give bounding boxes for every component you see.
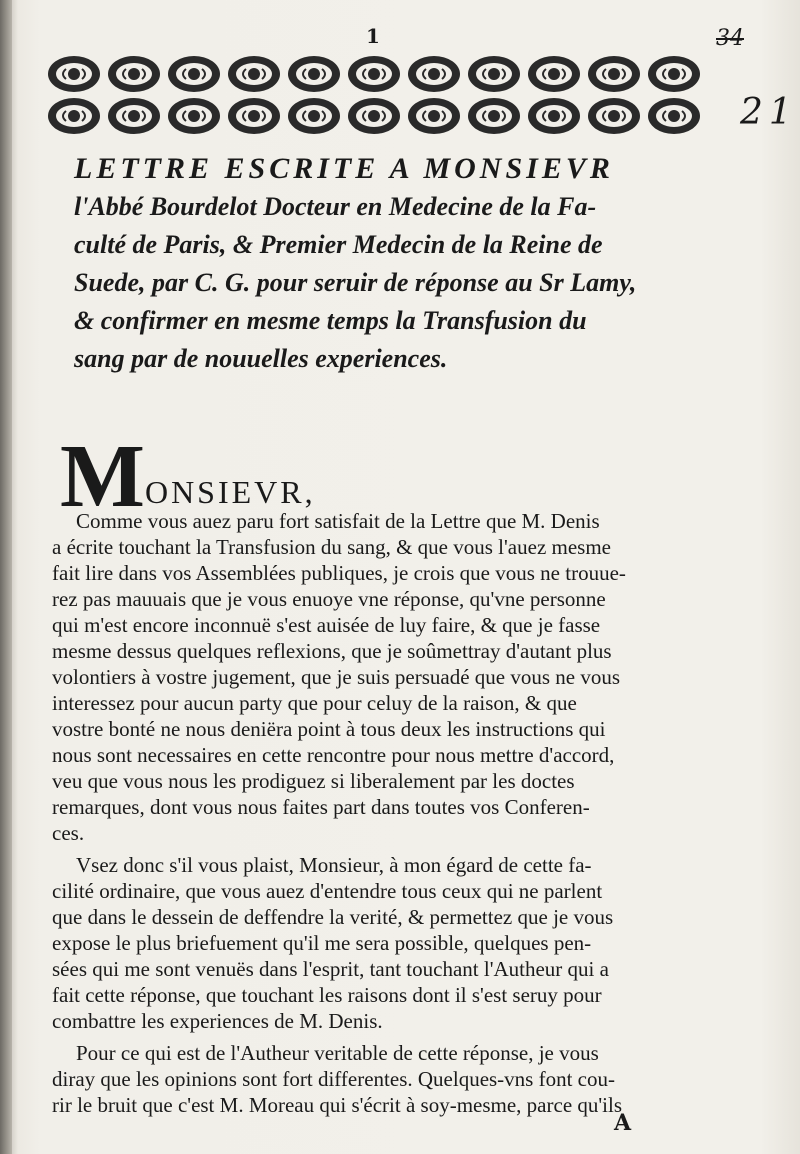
struck-folio-number: 34 <box>716 26 744 51</box>
letter-body <box>52 508 712 1124</box>
text-line: rir le bruit que c'est M. Moreau qui s'écrit à soy-mesme, parce qu'ils <box>52 1093 623 1117</box>
text-line: diray que les opinions sont fort differentes. Quelques-vns font cou- <box>52 1067 615 1091</box>
title-line: & confirmer en mesme temps la Transfusion du <box>74 306 587 335</box>
ornament-medallion <box>108 56 160 92</box>
ornament-medallion <box>528 98 580 134</box>
ornament-medallion <box>468 56 520 92</box>
salutation-rest: ONSIEVR, <box>144 474 316 510</box>
ornament-medallion <box>528 56 580 92</box>
ornament-medallion <box>408 98 460 134</box>
text-line: qui m'est encore inconnuë s'est auisée de luy faire, & que je fasse <box>52 613 601 637</box>
text-line: veu que vous nous les prodiguez si liberalement par les doctes <box>52 769 575 793</box>
text-line: ces. <box>52 821 85 845</box>
text-line: Vsez donc s'il vous plaist, Monsieur, à mon égard de cette fa- <box>76 853 592 877</box>
letter-title <box>74 150 714 378</box>
ornament-medallion <box>648 56 700 92</box>
page-number: 1 <box>366 24 380 48</box>
ornament-medallion <box>168 56 220 92</box>
text-line: a écrite touchant la Transfusion du sang, & que vous l'auez mesme <box>52 535 611 559</box>
ornament-medallion <box>588 98 640 134</box>
ornament-medallion <box>228 98 280 134</box>
ornament-medallion <box>588 56 640 92</box>
title-line: l'Abbé Bourdelot Docteur en Medecine de la Fa- <box>74 192 597 221</box>
ornament-medallion <box>228 56 280 92</box>
text-line: mesme dessus quelques reflexions, que je soûmettray d'autant plus <box>52 639 612 663</box>
text-line: Comme vous auez paru fort satisfait de la Lettre que M. Denis <box>76 509 600 533</box>
paragraph <box>52 1040 712 1118</box>
title-line: LETTRE ESCRITE A MONSIEVR <box>74 152 614 185</box>
drop-cap: M <box>60 427 145 526</box>
ornament-medallion <box>648 98 700 134</box>
text-line: fait lire dans vos Assemblées publiques, je crois que vous ne trouue- <box>52 561 626 585</box>
text-line: cilité ordinaire, que vous auez d'entendre tous ceux qui ne parlent <box>52 879 603 903</box>
title-line: Suede, par C. G. pour seruir de réponse au Sr Lamy, <box>74 268 637 297</box>
ornament-medallion <box>288 98 340 134</box>
text-line: que dans le dessein de deffendre la verité, & permettez que je vous <box>52 905 614 929</box>
text-line: interessez pour aucun party que pour celuy de la raison, & que <box>52 691 577 715</box>
ornament-medallion <box>348 98 400 134</box>
gutter-shadow <box>0 0 12 1154</box>
paragraph <box>52 508 712 846</box>
ornament-medallion <box>288 56 340 92</box>
handwritten-folio-number: 21 <box>740 92 798 133</box>
ornament-medallion <box>48 56 100 92</box>
text-line: sées qui me sont venuës dans l'esprit, tant touchant l'Autheur qui a <box>52 957 609 981</box>
text-line: vostre bonté ne nous deniëra point à tous deux les instructions qui <box>52 717 606 741</box>
ornament-medallion <box>48 98 100 134</box>
text-line: nous sont necessaires en cette rencontre pour nous mettre d'accord, <box>52 743 615 767</box>
text-line: rez pas mauuais que je vous enuoye vne réponse, qu'vne personne <box>52 587 606 611</box>
text-line: Pour ce qui est de l'Autheur veritable de cette réponse, je vous <box>76 1041 599 1065</box>
title-line: sang par de nouuelles experiences. <box>74 344 448 373</box>
ornament-medallion <box>468 98 520 134</box>
catchword: A <box>614 1110 632 1136</box>
ornament-medallion <box>168 98 220 134</box>
ornament-medallion <box>408 56 460 92</box>
text-line: volontiers à vostre jugement, que je suis persuadé que vous ne vous <box>52 665 621 689</box>
text-line: remarques, dont vous nous faites part dans toutes vos Conferen- <box>52 795 590 819</box>
text-line: combattre les experiences de M. Denis. <box>52 1009 383 1033</box>
title-line: culté de Paris, & Premier Medecin de la Reine de <box>74 230 603 259</box>
text-line: expose le plus briefuement qu'il me sera possible, quelques pen- <box>52 931 592 955</box>
ornament-medallion <box>108 98 160 134</box>
ornament-medallion <box>348 56 400 92</box>
headpiece-ornament <box>44 46 706 142</box>
text-line: fait cette réponse, que touchant les raisons dont il s'est seruy pour <box>52 983 602 1007</box>
paragraph <box>52 852 712 1034</box>
